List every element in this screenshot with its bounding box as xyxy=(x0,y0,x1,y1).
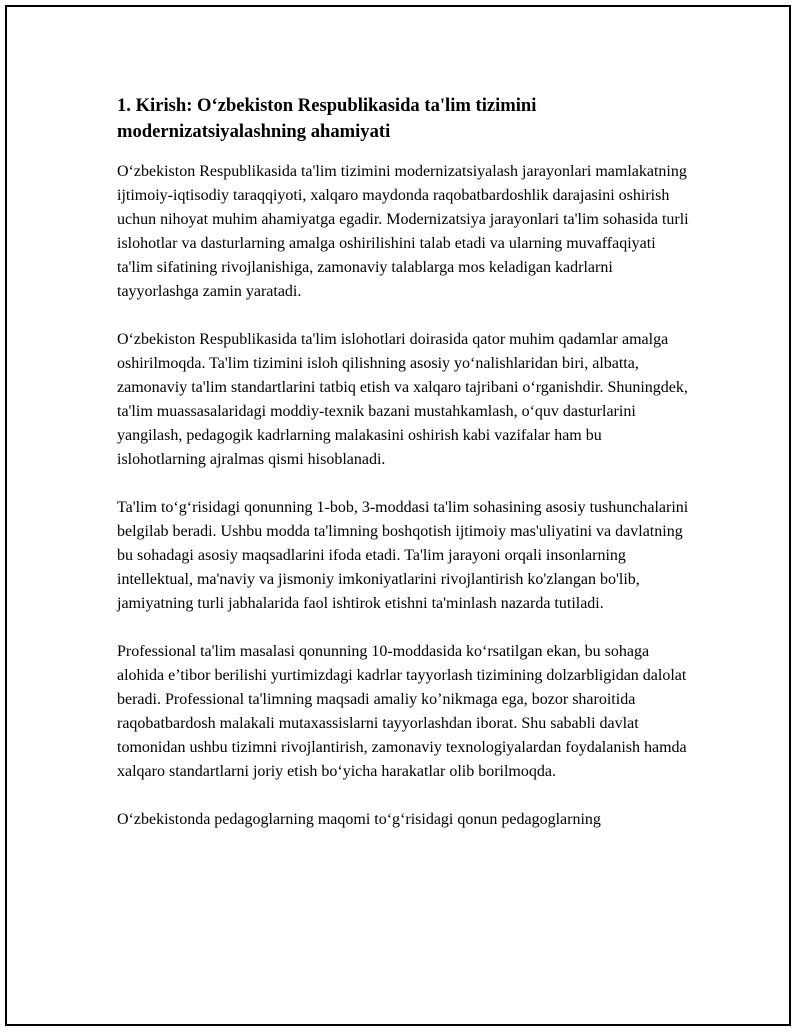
paragraph-1: O‘zbekiston Respublikasida ta'lim tizimini modernizatsiyalash jarayonlari mamlakatning ijtimoiy-iqtisodiy taraqqiyoti, xalqaro maydonda raqobatbardoshlik darajasini oshirish uchun nihoyat muhim ahamiyatga egadir. Modernizatsiya jarayonlari ta'lim sohasida turli islohotlar va dasturlarning amalga oshirilishini talab etadi va ularning muvaffaqiyati ta'lim sifatining rivojlanishiga, zamonaviy talablarga mos keladigan kadrlarni tayyorlashga zamin yaratadi. xyxy=(117,163,689,300)
section-heading: 1. Kirish: O‘zbekiston Respublikasida ta'lim tizimini modernizatsiyalashning ahamiyati xyxy=(117,95,537,142)
document-body xyxy=(117,93,689,856)
paragraph-4: Professional ta'lim masalasi qonunning 10-moddasida ko‘rsatilgan ekan, bu sohaga alohida e’tibor berilishi yurtimizdagi kadrlar tayyorlash tizimining dolzarbligidan dalolat beradi. Professional ta'limning maqsadi amaliy ko’nikmaga ega, bozor sharoitida raqobatbardosh malakali mutaxassislarni tayyorlashdan iborat. Shu sababli davlat tomonidan ushbu tizimni rivojlantirish, zamonaviy texnologiyalardan foydalanish hamda xalqaro standartlarni joriy etish bo‘yicha harakatlar olib borilmoqda. xyxy=(117,643,687,780)
paragraph-2: O‘zbekiston Respublikasida ta'lim islohotlari doirasida qator muhim qadamlar amalga oshirilmoqda. Ta'lim tizimini isloh qilishning asosiy yo‘nalishlaridan biri, albatta, zamonaviy ta'lim standartlarini tatbiq etish va xalqaro tajribani o‘rganishdir. Shuningdek, ta'lim muassasalaridagi moddiy-texnik bazani mustahkamlash, o‘quv dasturlarini yangilash, pedagogik kadrlarning malakasini oshirish kabi vazifalar ham bu islohotlarning ajralmas qismi hisoblanadi. xyxy=(117,331,688,468)
paragraph-3: Ta'lim to‘g‘risidagi qonunning 1-bob, 3-moddasi ta'lim sohasining asosiy tushunchalarini belgilab beradi. Ushbu modda ta'limning boshqotish ijtimoiy mas'uliyatini va davlatning bu sohadagi asosiy maqsadlarini ifoda etadi. Ta'lim jarayoni orqali insonlarning intellektual, ma'naviy va jismoniy imkoniyatlarini rivojlantirish ko'zlangan bo'lib, jamiyatning turli jabhalarida faol ishtirok etishni ta'minlash nazarda tutiladi. xyxy=(117,499,689,612)
paragraph-5: O‘zbekistonda pedagoglarning maqomi to‘g‘risidagi qonun pedagoglarning xyxy=(117,811,601,828)
